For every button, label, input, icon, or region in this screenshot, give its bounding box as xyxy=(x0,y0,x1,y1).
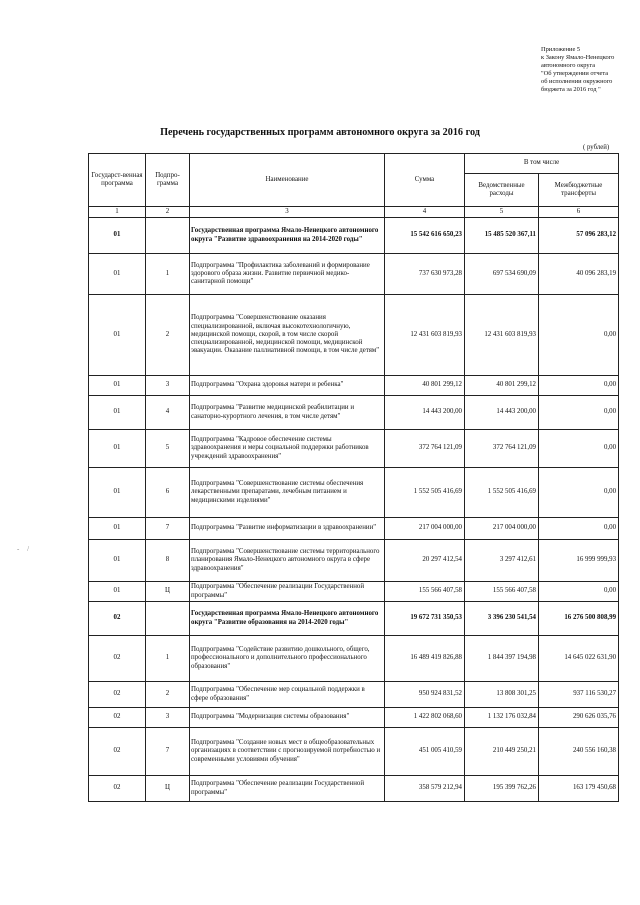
program-name-cell: Подпрограмма "Модернизация системы образования" xyxy=(190,708,385,728)
program-name-cell: Подпрограмма "Совершенствование оказания специализированной, включая высокотехнологичную, медицинской помощи, скорой, в том числе скорой специализированной, медицинской помощи, медицинской эвакуации. Оказание паллиативной помощи, в том числе детям" xyxy=(190,295,385,376)
table-row xyxy=(89,708,619,728)
subprogram-code-cell: 8 xyxy=(146,540,190,582)
program-code-cell: 02 xyxy=(89,602,146,636)
program-code-cell: 01 xyxy=(89,295,146,376)
subprogram-code-cell: 1 xyxy=(146,636,190,682)
subprogram-code-cell: 7 xyxy=(146,518,190,540)
table-row xyxy=(89,602,619,636)
program-code-cell: 01 xyxy=(89,430,146,468)
annex-note xyxy=(541,46,636,93)
departmental-cell: 372 764 121,09 xyxy=(465,430,539,468)
subprogram-code-cell: 2 xyxy=(146,682,190,708)
sum-cell: 155 566 407,58 xyxy=(385,582,465,602)
annex-line: к Закону Ямало-Ненецкого xyxy=(541,53,615,61)
table-row xyxy=(89,636,619,682)
table-row xyxy=(89,254,619,295)
departmental-cell: 697 534 690,09 xyxy=(465,254,539,295)
table-body xyxy=(89,218,619,802)
departmental-cell: 1 132 176 032,84 xyxy=(465,708,539,728)
table-row xyxy=(89,582,619,602)
header-num: 3 xyxy=(190,207,385,218)
transfers-cell: 0,00 xyxy=(539,518,619,540)
sum-cell: 14 443 200,00 xyxy=(385,396,465,430)
transfers-cell: 0,00 xyxy=(539,430,619,468)
program-name-cell: Подпрограмма "Содействие развитию дошкольного, общего, профессионального и дополнительного профессионального образования" xyxy=(190,636,385,682)
subprogram-code-cell: 4 xyxy=(146,396,190,430)
program-code-cell: 01 xyxy=(89,540,146,582)
table-row xyxy=(89,728,619,776)
subprogram-code-cell xyxy=(146,602,190,636)
sum-cell: 217 004 000,00 xyxy=(385,518,465,540)
sum-cell: 12 431 603 819,93 xyxy=(385,295,465,376)
sum-cell: 950 924 831,52 xyxy=(385,682,465,708)
program-code-cell: 01 xyxy=(89,218,146,254)
sum-cell: 20 297 412,54 xyxy=(385,540,465,582)
sum-cell: 451 005 410,59 xyxy=(385,728,465,776)
document-title: Перечень государственных программ автономного округа за 2016 год xyxy=(160,127,480,138)
header-subprogram: Подпро-грамма xyxy=(146,154,190,207)
program-code-cell: 01 xyxy=(89,468,146,518)
program-name-cell: Подпрограмма "Развитие медицинской реабилитации и санаторно-курортного лечения, в том числе детям" xyxy=(190,396,385,430)
program-code-cell: 02 xyxy=(89,682,146,708)
annex-line: Приложение 5 xyxy=(541,46,581,53)
program-code-cell: 02 xyxy=(89,636,146,682)
transfers-cell: 14 645 022 631,90 xyxy=(539,636,619,682)
table-row xyxy=(89,518,619,540)
header-num: 4 xyxy=(385,207,465,218)
sum-cell: 358 579 212,94 xyxy=(385,776,465,802)
transfers-cell: 0,00 xyxy=(539,376,619,396)
annex-line: об исполнении окружного xyxy=(541,77,613,85)
departmental-cell: 14 443 200,00 xyxy=(465,396,539,430)
sum-cell: 372 764 121,09 xyxy=(385,430,465,468)
program-name-cell: Подпрограмма "Обеспечение реализации Государственной программы" xyxy=(190,776,385,802)
program-name-cell: Подпрограмма "Создание новых мест в общеобразовательных организациях в соответствии с прогнозируемой потребностью и современными условиями обучения" xyxy=(190,728,385,776)
program-code-cell: 02 xyxy=(89,708,146,728)
subprogram-code-cell: 3 xyxy=(146,708,190,728)
departmental-cell: 3 297 412,61 xyxy=(465,540,539,582)
subprogram-code-cell: 7 xyxy=(146,728,190,776)
program-code-cell: 02 xyxy=(89,728,146,776)
header-transfers: Межбюджетные трансферты xyxy=(539,174,619,207)
program-name-cell: Государственная программа Ямало-Ненецкого автономного округа "Развитие здравоохранения на 2014-2020 годы" xyxy=(190,218,385,254)
transfers-cell: 57 096 283,12 xyxy=(539,218,619,254)
annex-line: бюджета за 2016 год " xyxy=(541,85,601,93)
header-num: 1 xyxy=(89,207,146,218)
program-code-cell: 01 xyxy=(89,582,146,602)
table-row xyxy=(89,468,619,518)
subprogram-code-cell: 2 xyxy=(146,295,190,376)
departmental-cell: 155 566 407,58 xyxy=(465,582,539,602)
departmental-cell: 13 808 301,25 xyxy=(465,682,539,708)
transfers-cell: 0,00 xyxy=(539,582,619,602)
program-name-cell: Подпрограмма "Кадровое обеспечение системы здравоохранения и меры социальной поддержки работников учреждений здравоохранения" xyxy=(190,430,385,468)
header-num: 6 xyxy=(539,207,619,218)
header-departmental: Ведомственные расходы xyxy=(465,174,539,207)
subprogram-code-cell xyxy=(146,218,190,254)
departmental-cell: 195 399 762,26 xyxy=(465,776,539,802)
sum-cell: 15 542 616 650,23 xyxy=(385,218,465,254)
program-name-cell: Подпрограмма "Обеспечение реализации Государственной программы" xyxy=(190,582,385,602)
table-row xyxy=(89,376,619,396)
departmental-cell: 15 485 520 367,11 xyxy=(465,218,539,254)
subprogram-code-cell: 3 xyxy=(146,376,190,396)
transfers-cell: 0,00 xyxy=(539,396,619,430)
program-name-cell: Подпрограмма "Совершенствование системы территориального планирования Ямало-Ненецкого автономного округа в сфере здравоохранения" xyxy=(190,540,385,582)
header-sum: Сумма xyxy=(385,154,465,207)
sum-cell: 1 552 505 416,69 xyxy=(385,468,465,518)
table-row xyxy=(89,396,619,430)
transfers-cell: 40 096 283,19 xyxy=(539,254,619,295)
transfers-cell: 240 556 160,38 xyxy=(539,728,619,776)
program-code-cell: 01 xyxy=(89,254,146,295)
transfers-cell: 937 116 530,27 xyxy=(539,682,619,708)
subprogram-code-cell: 5 xyxy=(146,430,190,468)
currency-unit: ( рублей) xyxy=(583,144,610,151)
table-row xyxy=(89,776,619,802)
sum-cell: 737 630 973,28 xyxy=(385,254,465,295)
departmental-cell: 1 844 397 194,98 xyxy=(465,636,539,682)
header-num: 2 xyxy=(146,207,190,218)
transfers-cell: 0,00 xyxy=(539,295,619,376)
stray-mark: - / xyxy=(17,545,33,553)
departmental-cell: 1 552 505 416,69 xyxy=(465,468,539,518)
table-row xyxy=(89,430,619,468)
header-name: Наименование xyxy=(190,154,385,207)
annex-line: "Об утверждении отчета xyxy=(541,69,609,77)
annex-line: автономного округа xyxy=(541,61,596,69)
program-name-cell: Подпрограмма "Развитие информатизации в здравоохранении" xyxy=(190,518,385,540)
departmental-cell: 210 449 250,21 xyxy=(465,728,539,776)
transfers-cell: 0,00 xyxy=(539,468,619,518)
sum-cell: 16 489 419 826,88 xyxy=(385,636,465,682)
subprogram-code-cell: Ц xyxy=(146,582,190,602)
program-code-cell: 02 xyxy=(89,776,146,802)
sum-cell: 1 422 802 068,60 xyxy=(385,708,465,728)
departmental-cell: 217 004 000,00 xyxy=(465,518,539,540)
program-name-cell: Подпрограмма "Охрана здоровья матери и ребенка" xyxy=(190,376,385,396)
programs-table xyxy=(88,153,619,802)
table-row xyxy=(89,218,619,254)
departmental-cell: 40 801 299,12 xyxy=(465,376,539,396)
header-program: Государст-венная программа xyxy=(89,154,146,207)
transfers-cell: 163 179 450,68 xyxy=(539,776,619,802)
program-name-cell: Государственная программа Ямало-Ненецкого автономного округа "Развитие образования на 2014-2020 годы" xyxy=(190,602,385,636)
program-name-cell: Подпрограмма "Совершенствование системы обеспечения лекарственными препаратами, лечебным питанием и медицинскими изделиями" xyxy=(190,468,385,518)
program-name-cell: Подпрограмма "Обеспечение мер социальной поддержки в сфере образования" xyxy=(190,682,385,708)
subprogram-code-cell: 1 xyxy=(146,254,190,295)
table-row xyxy=(89,682,619,708)
departmental-cell: 3 396 230 541,54 xyxy=(465,602,539,636)
program-code-cell: 01 xyxy=(89,396,146,430)
transfers-cell: 16 276 500 808,99 xyxy=(539,602,619,636)
header-num: 5 xyxy=(465,207,539,218)
transfers-cell: 290 626 035,76 xyxy=(539,708,619,728)
sum-cell: 19 672 731 350,53 xyxy=(385,602,465,636)
program-name-cell: Подпрограмма "Профилактика заболеваний и формирование здорового образа жизни. Развитие первичной медико-санитарной помощи" xyxy=(190,254,385,295)
table-row xyxy=(89,540,619,582)
subprogram-code-cell: 6 xyxy=(146,468,190,518)
program-code-cell: 01 xyxy=(89,518,146,540)
header-including: В том числе xyxy=(465,154,619,174)
program-code-cell: 01 xyxy=(89,376,146,396)
transfers-cell: 16 999 999,93 xyxy=(539,540,619,582)
departmental-cell: 12 431 603 819,93 xyxy=(465,295,539,376)
sum-cell: 40 801 299,12 xyxy=(385,376,465,396)
subprogram-code-cell: Ц xyxy=(146,776,190,802)
table-row xyxy=(89,295,619,376)
